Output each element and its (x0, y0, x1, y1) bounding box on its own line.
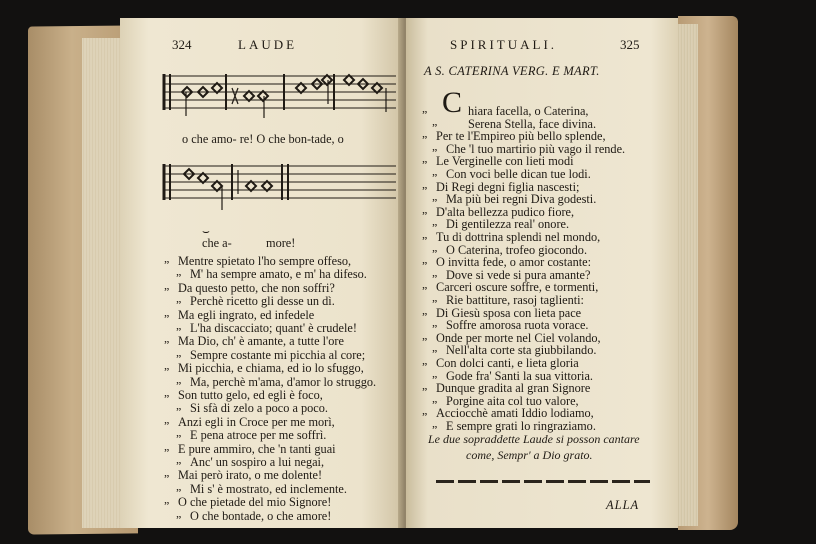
quote-mark: „ (176, 318, 182, 332)
quote-mark: „ (432, 416, 438, 430)
verse-line: Carceri oscure soffre, e tormenti, (436, 280, 599, 295)
quote-mark: „ (422, 378, 428, 393)
quote-mark: „ (432, 164, 438, 178)
music-staff-1 (162, 68, 398, 124)
verse-line: Tu di dottrina splendi nel mondo, (436, 230, 601, 244)
ornamental-rule (436, 480, 650, 483)
verse-line: hiara facella, o Caterina, (468, 104, 589, 118)
right-page (406, 18, 678, 528)
quote-mark: „ (176, 425, 182, 440)
quote-mark: „ (422, 201, 428, 216)
verse-line: Ma Dio, ch' è amante, a tutte l'ore (178, 334, 344, 349)
quote-mark: „ (176, 478, 182, 493)
verse-line: Nell'alta corte sta giubbilando. (446, 343, 597, 358)
verse-line: Sempre costante mi picchia al core; (190, 347, 366, 362)
quote-mark: „ (432, 113, 438, 128)
verse-line: Ma, perchè m'ama, d'amor lo struggo. (190, 374, 377, 389)
verse-line: Che 'l tuo martirio più vago il rende. (446, 141, 626, 156)
slur-mark: ⌣ (202, 224, 210, 238)
footer-note-1: Le due sopraddette Laude si posson cantare (428, 432, 640, 446)
music-staff-2 (162, 158, 398, 214)
quote-mark: „ (164, 465, 170, 480)
verse-line: Le Verginelle con lieti modi (436, 154, 574, 169)
verse-line: Ma egli ingrato, ed infedele (178, 307, 315, 322)
quote-mark: „ (432, 315, 438, 330)
quote-mark: „ (432, 340, 438, 355)
quote-mark: „ (164, 251, 170, 265)
quote-mark: „ (164, 277, 170, 292)
right-page-number: 325 (620, 37, 640, 52)
verse-line: Mi s' è mostrato, ed inclemente. (190, 481, 347, 496)
verse-line: Onde per morte nel Ciel volando, (436, 330, 601, 345)
quote-mark: „ (422, 176, 428, 191)
quote-mark: „ (164, 492, 170, 507)
quote-mark: „ (176, 371, 182, 386)
verse-line: O Caterina, trofeo giocondo. (446, 242, 588, 257)
catchword: ALLA (606, 498, 640, 512)
verse-line: D'alta bellezza pudico fiore, (436, 204, 575, 219)
verse-line: Con dolci canti, e lieta gloria (436, 356, 579, 370)
quote-mark: „ (422, 327, 428, 342)
quote-mark: „ (422, 101, 428, 115)
left-running-head: LAUDE (238, 37, 298, 52)
verse-line: Son tutto gelo, ed egli è foco, (178, 388, 323, 402)
verse-line: Dove si vede si pura amante? (446, 267, 591, 282)
verse-line: Anzi egli in Croce per me morì, (178, 414, 335, 429)
quote-mark: „ (422, 353, 428, 367)
right-running-head: SPIRITUALI. (450, 37, 558, 52)
footer-note-2: come, Sempr' a Dio grato. (466, 448, 593, 462)
quote-mark: „ (432, 189, 438, 204)
hymn-title: A S. CATERINA VERG. E MART. (424, 64, 600, 78)
quote-mark: „ (164, 331, 170, 346)
left-page (120, 18, 404, 528)
quote-mark: „ (432, 138, 438, 153)
quote-mark: „ (422, 302, 428, 317)
quote-mark: „ (164, 385, 170, 399)
quote-mark: „ (432, 239, 438, 254)
verse-line: Porgine aita col tuo valore, (446, 393, 579, 408)
verse-line: E pena atroce per me soffrì. (190, 428, 327, 443)
verse-line: Mai però irato, o me dolente! (178, 468, 323, 483)
quote-mark: „ (432, 264, 438, 279)
verse-line: Di gentilezza real' onore. (446, 217, 570, 232)
verse-line: L'ha discacciato; quant' è crudele! (190, 321, 357, 335)
verse-line: O che pietade del mio Signore! (178, 495, 332, 510)
quote-mark: „ (432, 365, 438, 380)
quote-mark: „ (422, 126, 428, 141)
lyric-line-1: o che amo- re! O che bon-tade, o (182, 132, 344, 146)
quote-mark: „ (422, 227, 428, 241)
quote-mark: „ (422, 277, 428, 292)
verse-line: Di Regi degni figlia nascesti; (436, 179, 580, 194)
quote-mark: „ (176, 505, 182, 520)
verse-line: Anc' un sospiro a lui negai, (190, 455, 325, 469)
quote-mark: „ (176, 398, 182, 413)
open-book (28, 10, 740, 536)
verse-line: Ma più bei regni Diva godesti. (446, 192, 597, 207)
quote-mark: „ (176, 344, 182, 359)
verse-line: Si sfà di zelo a poco a poco. (190, 401, 328, 416)
verse-line: E sempre grati lo ringraziamo. (446, 419, 596, 433)
verse-line: Rie battiture, rasoj taglienti: (446, 293, 584, 307)
quote-mark: „ (176, 291, 182, 306)
verse-line: Gode fra' Santi la sua vittoria. (446, 368, 594, 383)
verse-line: Acciocchè amati Iddio lodiamo, (436, 406, 594, 421)
quote-mark: „ (432, 214, 438, 229)
verse-line: O che bontade, o che amore! (190, 508, 332, 523)
left-page-number: 324 (172, 37, 192, 52)
verse-line: E pure ammiro, che 'n tanti guai (178, 441, 336, 456)
verse-line: Da questo petto, che non soffri? (178, 280, 335, 295)
verse-line: M' ha sempre amato, e m' ha difeso. (190, 267, 367, 282)
verse-line: Dunque gradita al gran Signore (436, 381, 591, 396)
quote-mark: „ (422, 151, 428, 166)
drop-cap: C (442, 86, 463, 119)
quote-mark: „ (432, 290, 438, 304)
quote-mark: „ (164, 358, 170, 373)
quote-mark: „ (422, 252, 428, 267)
quote-mark: „ (176, 264, 182, 279)
verse-line: Per te l'Empireo più bello splende, (436, 129, 606, 144)
verse-line: Perchè ricetto gli desse un dì. (190, 294, 335, 309)
quote-mark: „ (422, 403, 428, 418)
lyric-line-2b: more! (266, 236, 296, 250)
verse-line: Mentre spietato l'ho sempre offeso, (178, 254, 352, 268)
quote-mark: „ (176, 452, 182, 466)
quote-mark: „ (164, 438, 170, 453)
verse-line: Con voci belle dican tue lodi. (446, 167, 591, 181)
verse-line: Di Giesù sposa con lieta pace (436, 305, 582, 320)
verse-line: Soffre amorosa ruota vorace. (446, 318, 589, 333)
lyric-line-2a: che a- (202, 236, 232, 250)
verse-line: Mi picchia, e chiama, ed io lo sfuggo, (178, 361, 364, 376)
verse-line: O invitta fede, o amor costante: (436, 255, 592, 270)
verse-line: Serena Stella, face divina. (468, 116, 597, 131)
quote-mark: „ (164, 304, 170, 319)
quote-mark: „ (164, 411, 170, 426)
quote-mark: „ (432, 390, 438, 405)
